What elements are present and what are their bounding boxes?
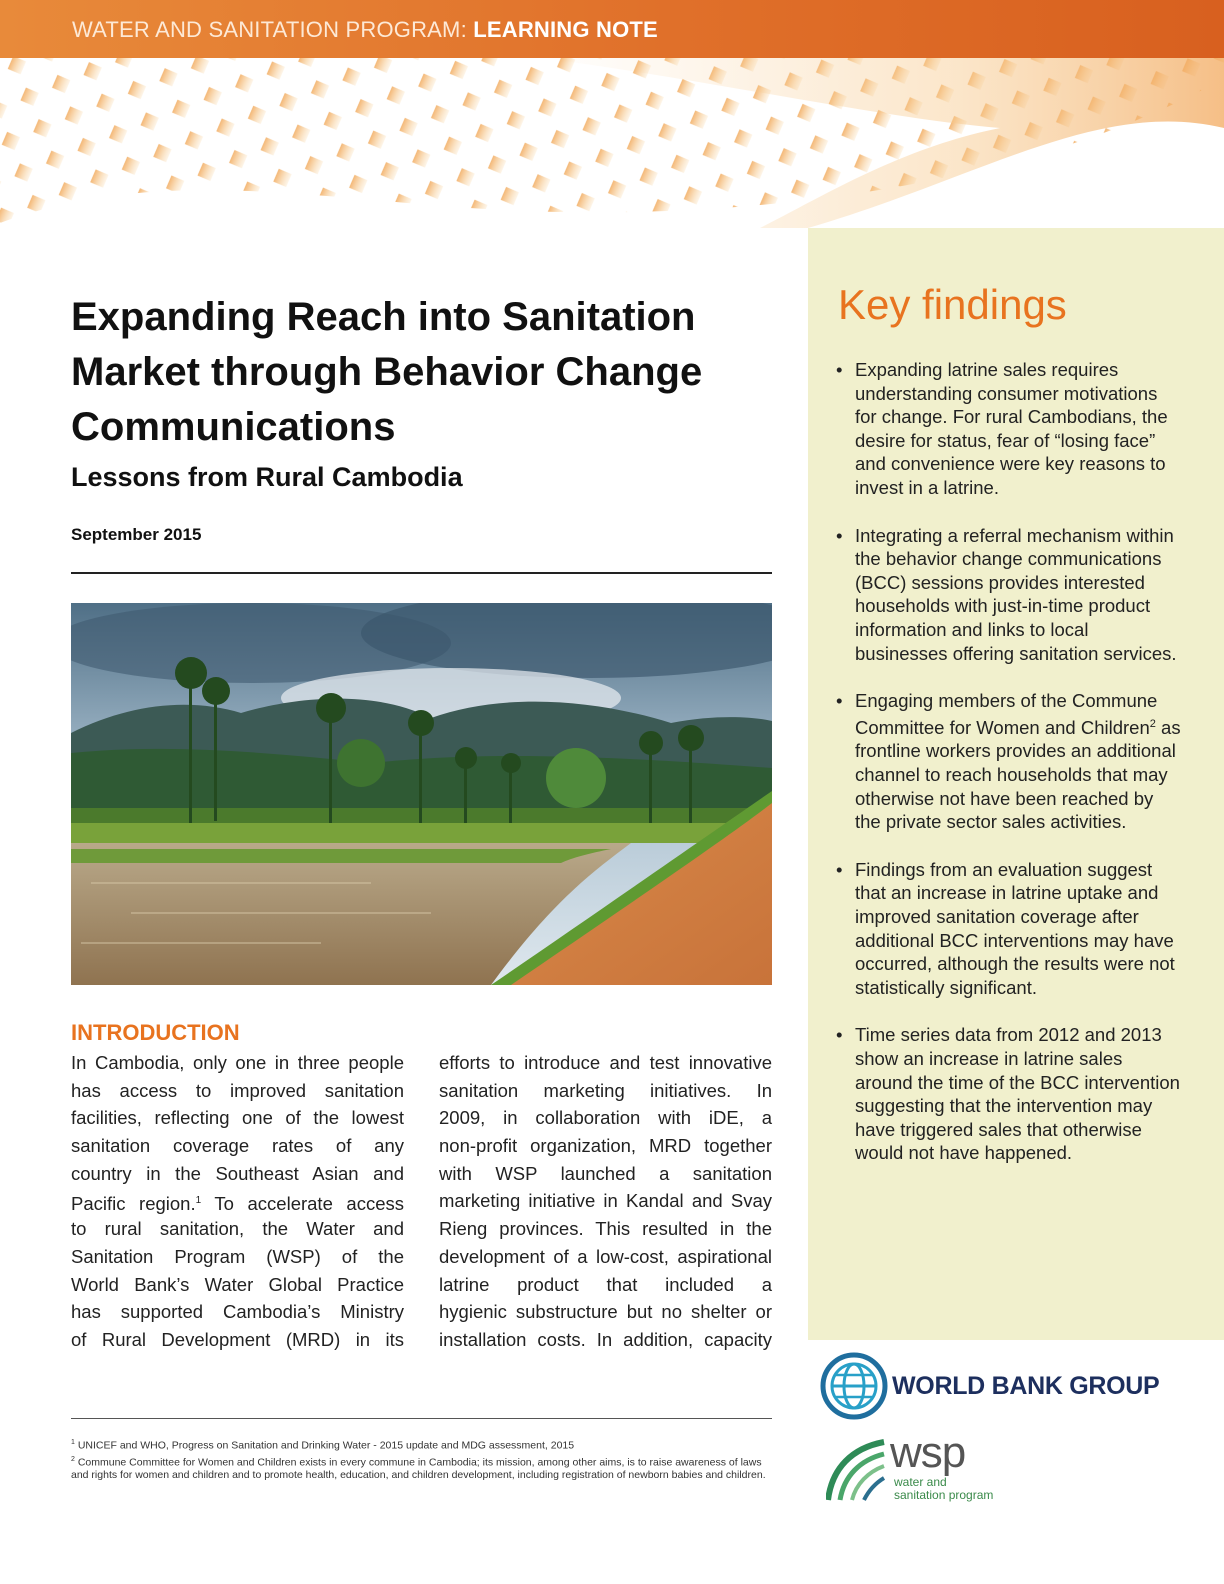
text-line: latrine product that included a — [439, 1273, 772, 1295]
series-name: LEARNING NOTE — [473, 17, 658, 42]
text-line: marketing initiative in Kandal and Svay — [439, 1190, 772, 1212]
text-line: sanitation coverage rates of any — [71, 1135, 404, 1157]
document-subtitle: Lessons from Rural Cambodia — [71, 462, 463, 492]
landscape-illustration — [71, 603, 772, 985]
footnote-ref: 1 — [195, 1195, 202, 1207]
list-item — [836, 1023, 1181, 1165]
finding-text: Expanding latrine sales requires understanding consumer motivations for change. For rural Cambodians, the desire for status, fear of “losing face” and convenience were key reasons to invest in a latrine. — [855, 359, 1168, 498]
text-line: facilities, reflecting one of the lowest — [71, 1107, 404, 1129]
decorative-pattern — [0, 58, 1224, 228]
footnote-text: Commune Committee for Women and Children exists in every commune in Cambodia; its mission, among other aims, is to raise awareness of laws and rights for women and children and to promote health, education, and children development, including registration of newborn babies and children. — [71, 1456, 766, 1482]
finding-text: Engaging members of the Commune Committee for Women and Children — [855, 690, 1158, 738]
footnote-1 — [71, 1436, 771, 1453]
text-line: 2009, in collaboration with iDE, a — [439, 1107, 772, 1129]
text-line: World Bank’s Water Global Practice — [71, 1273, 404, 1295]
program-name: WATER AND SANITATION PROGRAM: — [72, 17, 474, 42]
landscape-photo — [71, 603, 772, 985]
bullet-icon: • — [836, 690, 843, 712]
publication-date: September 2015 — [71, 525, 202, 544]
text-line: Rieng provinces. This resulted in the — [439, 1218, 772, 1240]
text-line: hygienic substructure but no shelter or — [439, 1301, 772, 1323]
wsp-wordmark: wsp — [890, 1428, 966, 1477]
text-line: development of a low-cost, aspirational — [439, 1245, 772, 1267]
finding-text: Integrating a referral mechanism within the behavior change communications (BCC) sessions provides interested households with just-in-time product information and links to local businesses offering sanitation services. — [855, 524, 1177, 664]
list-item — [836, 358, 1181, 500]
bullet-icon: • — [836, 858, 843, 880]
text-line: efforts to introduce and test innovative — [439, 1052, 772, 1073]
key-findings-list — [836, 358, 1181, 1189]
wsp-tagline-line: water and — [894, 1475, 947, 1489]
text-line: country in the Southeast Asian and — [71, 1162, 404, 1184]
text-line: In Cambodia, only one in three people — [71, 1052, 404, 1073]
footnote-number: 2 — [71, 1455, 75, 1463]
intro-column-right — [439, 1049, 772, 1354]
bullet-icon: • — [836, 359, 843, 380]
wsp-tagline-line: sanitation program — [894, 1488, 994, 1502]
footnote-divider — [71, 1418, 772, 1419]
text-line: Pacific region. — [71, 1193, 196, 1215]
list-item — [836, 524, 1181, 666]
finding-text: Time series data from 2012 and 2013 show an increase in latrine sales around the time of the BCC intervention suggesting that the intervention may have triggered sales that otherwise would not have happened. — [855, 1024, 1180, 1164]
world-bank-wordmark: WORLD BANK GROUP — [892, 1372, 1160, 1400]
text-line-with-footnote — [71, 1187, 404, 1215]
bullet-icon: • — [836, 1024, 843, 1046]
footnote-ref: 2 — [1149, 717, 1156, 730]
series-label — [72, 17, 658, 43]
footnote-2 — [71, 1453, 771, 1483]
header-band — [0, 0, 1224, 58]
diamond-pattern-graphic — [0, 58, 1224, 228]
text-line: has access to improved sanitation — [71, 1079, 404, 1101]
finding-text: Findings from an evaluation suggest that an increase in latrine uptake and improved sanitation coverage after additional BCC interventions may have occurred, although the results were not statistically significant. — [855, 858, 1175, 998]
text-line-cont: To accelerate access — [201, 1193, 404, 1215]
globe-icon — [820, 1352, 888, 1420]
text-line: to rural sanitation, the Water and — [71, 1218, 404, 1240]
text-line: sanitation marketing initiatives. In — [439, 1079, 772, 1101]
text-line: non-profit organization, MRD together — [439, 1135, 772, 1157]
wsp-emblem-icon — [826, 1438, 886, 1502]
footnote-text: UNICEF and WHO, Progress on Sanitation and Drinking Water - 2015 update and MDG assessment, 2015 — [74, 1439, 575, 1452]
key-findings-title: Key findings — [838, 281, 1067, 328]
text-line: has supported Cambodia’s Ministry — [71, 1301, 404, 1323]
section-heading-introduction: INTRODUCTION — [71, 1020, 240, 1045]
footnote-number: 1 — [71, 1439, 75, 1446]
text-line: with WSP launched a sanitation — [439, 1162, 772, 1184]
bullet-icon: • — [836, 524, 843, 546]
list-item — [836, 689, 1181, 834]
list-item — [836, 858, 1181, 1000]
text-line: installation costs. In addition, capacity — [439, 1328, 772, 1350]
intro-column-left — [71, 1049, 404, 1354]
footnotes — [71, 1436, 771, 1483]
wsp-tagline — [894, 1476, 993, 1502]
document-title: Expanding Reach into Sanitation Market through Behavior Change Communications — [71, 295, 703, 449]
finding-text-cont: as frontline workers provides an additional channel to reach households that may otherwise not have been reached by the private sector sales activities. — [855, 716, 1181, 833]
text-line: of Rural Development (MRD) in its — [71, 1328, 404, 1350]
title-divider — [71, 572, 772, 574]
text-line: Sanitation Program (WSP) of the — [71, 1245, 404, 1267]
